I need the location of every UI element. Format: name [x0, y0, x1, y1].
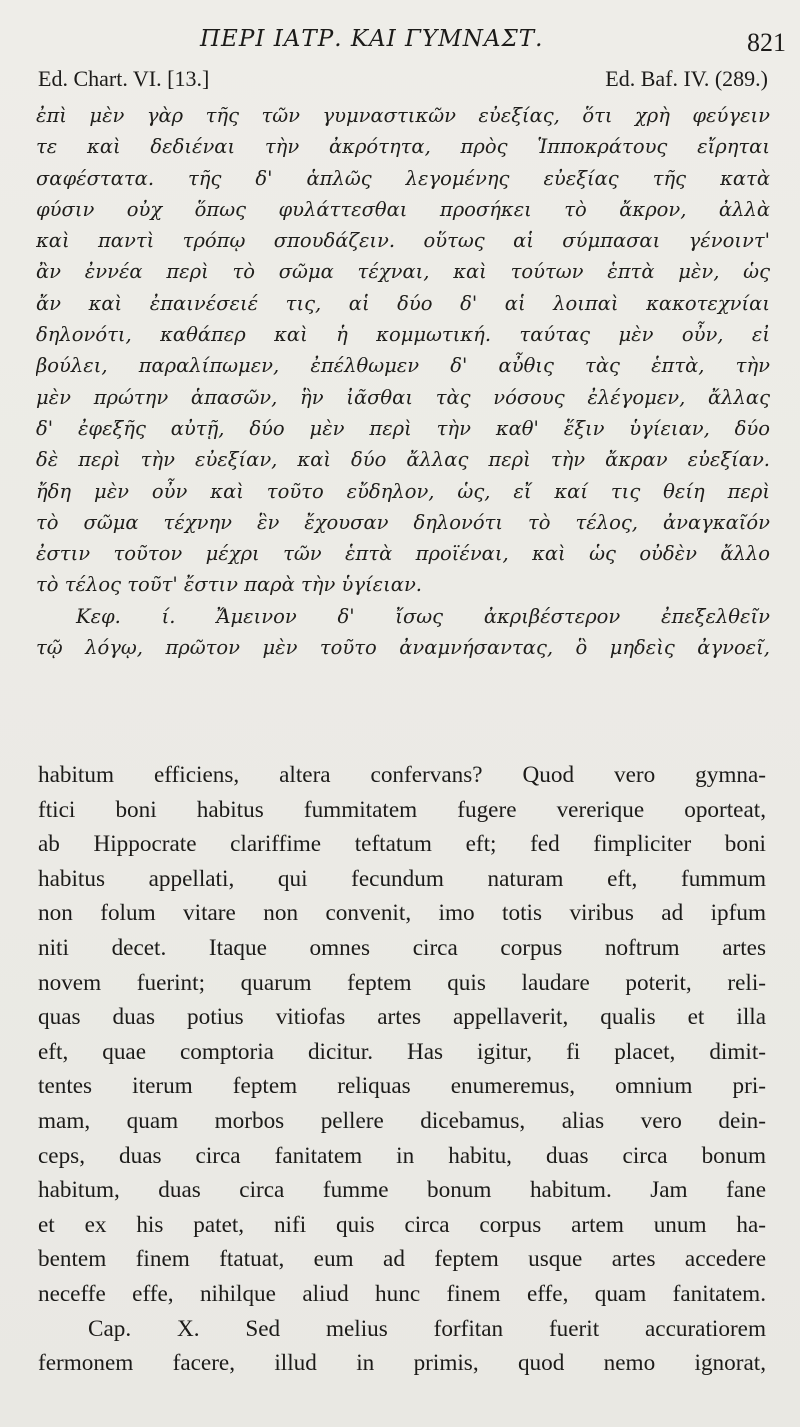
edition-reference-basel: Ed. Baf. IV. (289.)	[605, 66, 768, 91]
greek-line: ἄν καὶ ἐπαινέσειέ τις, αἱ δύο δ' αἱ λοιπαὶ κακοτεχνίαι	[36, 291, 770, 315]
latin-line: habitum efficiens, altera confervans? Quod vero gymna-	[38, 762, 766, 788]
edition-reference-chartier: Ed. Chart. VI. [13.]	[38, 66, 210, 91]
greek-line: φύσιν οὐχ ὅπως φυλάττεσθαι προσήκει τὸ ἄκρον, ἀλλὰ	[36, 197, 770, 221]
greek-line: δ' ἐφεξῆς αὐτῇ, δύο μὲν περὶ τὴν καθ' ἕξιν ὑγίειαν, δύο	[36, 416, 770, 440]
latin-line: fermonem facere, illud in primis, quod nemo ignorat,	[38, 1350, 766, 1377]
latin-line: eft, quae comptoria dicitur. Has igitur, fi placet, dimit-	[38, 1038, 766, 1065]
latin-line: neceffe effe, nihilque aliud hunc finem effe, quam fanitatem.	[38, 1280, 766, 1307]
latin-line: ab Hippocrate clariffime teftatum eft; fed fimpliciter boni	[38, 831, 766, 858]
latin-line: ftici boni habitus fummitatem fugere vererique oporteat,	[38, 796, 766, 823]
greek-line: σαφέστατα. τῆς δ' ἁπλῶς λεγομένης εὐεξίας τῆς κατὰ	[36, 166, 770, 190]
greek-line: τε καὶ δεδιέναι τὴν ἀκρότητα, πρὸς Ἱπποκράτους εἴρηται	[36, 135, 770, 159]
greek-line: τὸ τέλος τοῦτ' ἔστιν παρὰ τὴν ὑγίειαν.	[36, 573, 423, 597]
latin-line: bentem finem ftatuat, eum ad feptem usque artes accedere	[38, 1246, 766, 1273]
greek-line: ἐστιν τοῦτον μέχρι τῶν ἑπτὰ προϊέναι, καὶ ὡς οὐδὲν ἄλλο	[36, 542, 770, 566]
running-title: ΠΕΡΙ ΙΑΤΡ. ΚΑΙ ΓΥΜΝΑΣΤ.	[200, 26, 544, 52]
latin-line: niti decet. Itaque omnes circa corpus noftrum artes	[38, 934, 766, 961]
greek-line: ἤδη μὲν οὖν καὶ τοῦτο εὔδηλον, ὡς, εἴ καί τις θείη περὶ	[36, 479, 770, 503]
greek-line: ἂν ἐννέα περὶ τὸ σῶμα τέχναι, καὶ τούτων ἑπτὰ μὲν, ὡς	[36, 260, 770, 284]
greek-line: βούλει, παραλίπωμεν, ἐπέλθωμεν δ' αὖθις τὰς ἑπτὰ, τὴν	[36, 354, 770, 378]
greek-line: ἐπὶ μὲν γὰρ τῆς τῶν γυμναστικῶν εὐεξίας, ὅτι χρὴ φεύγειν	[36, 104, 770, 127]
latin-line: novem fuerint; quarum feptem quis laudare poterit, reli-	[38, 969, 766, 996]
latin-line: habitum, duas circa fumme bonum habitum. Jam fane	[38, 1177, 766, 1204]
greek-line: μὲν πρώτην ἁπασῶν, ἣν ἰᾶσθαι τὰς νόσους ἐλέγομεν, ἄλλας	[36, 385, 770, 409]
latin-line: quas duas potius vitiofas artes appellaverit, qualis et illa	[38, 1004, 766, 1031]
latin-text-block	[38, 758, 766, 1381]
greek-line: τὸ σῶμα τέχνην ἓν ἔχουσαν δηλονότι τὸ τέλος, ἀναγκαῖόν	[36, 510, 770, 534]
greek-line: τῷ λόγῳ, πρῶτον μὲν τοῦτο ἀναμνήσαντας, ὃ μηδεὶς ἀγνοεῖ,	[36, 636, 770, 660]
page-number: 821	[747, 28, 786, 57]
greek-line: δὲ περὶ τὴν εὐεξίαν, καὶ δύο ἄλλας περὶ τὴν ἄκραν εὐεξίαν.	[36, 448, 770, 472]
latin-line: habitus appellati, qui fecundum naturam eft, fummum	[38, 865, 766, 892]
latin-chapter-heading-line: Cap. X. Sed melius forfitan fuerit accuratiorem	[88, 1315, 766, 1342]
greek-chapter-heading-line: Κεφ. ί. Ἄμεινον δ' ἴσως ἀκριβέστερον ἐπεξελθεῖν	[76, 604, 770, 628]
latin-line: non folum vitare non convenit, imo totis viribus ad ipfum	[38, 900, 766, 927]
greek-line: καὶ παντὶ τρόπῳ σπουδάζειν. οὕτως αἱ σύμπασαι γένοιντ'	[36, 229, 770, 253]
edition-references	[38, 66, 768, 96]
greek-line: δηλονότι, καθάπερ καὶ ἡ κομμωτική. ταύτας μὲν οὖν, εἰ	[36, 323, 770, 347]
latin-line: et ex his patet, nifi quis circa corpus artem unum ha-	[38, 1211, 766, 1238]
latin-line: ceps, duas circa fanitatem in habitu, duas circa bonum	[38, 1142, 766, 1169]
running-head	[0, 26, 800, 62]
greek-text-block	[36, 100, 770, 663]
latin-line: mam, quam morbos pellere dicebamus, alias vero dein-	[38, 1107, 766, 1134]
latin-line: tentes iterum feptem reliquas enumeremus, omnium pri-	[38, 1073, 766, 1100]
